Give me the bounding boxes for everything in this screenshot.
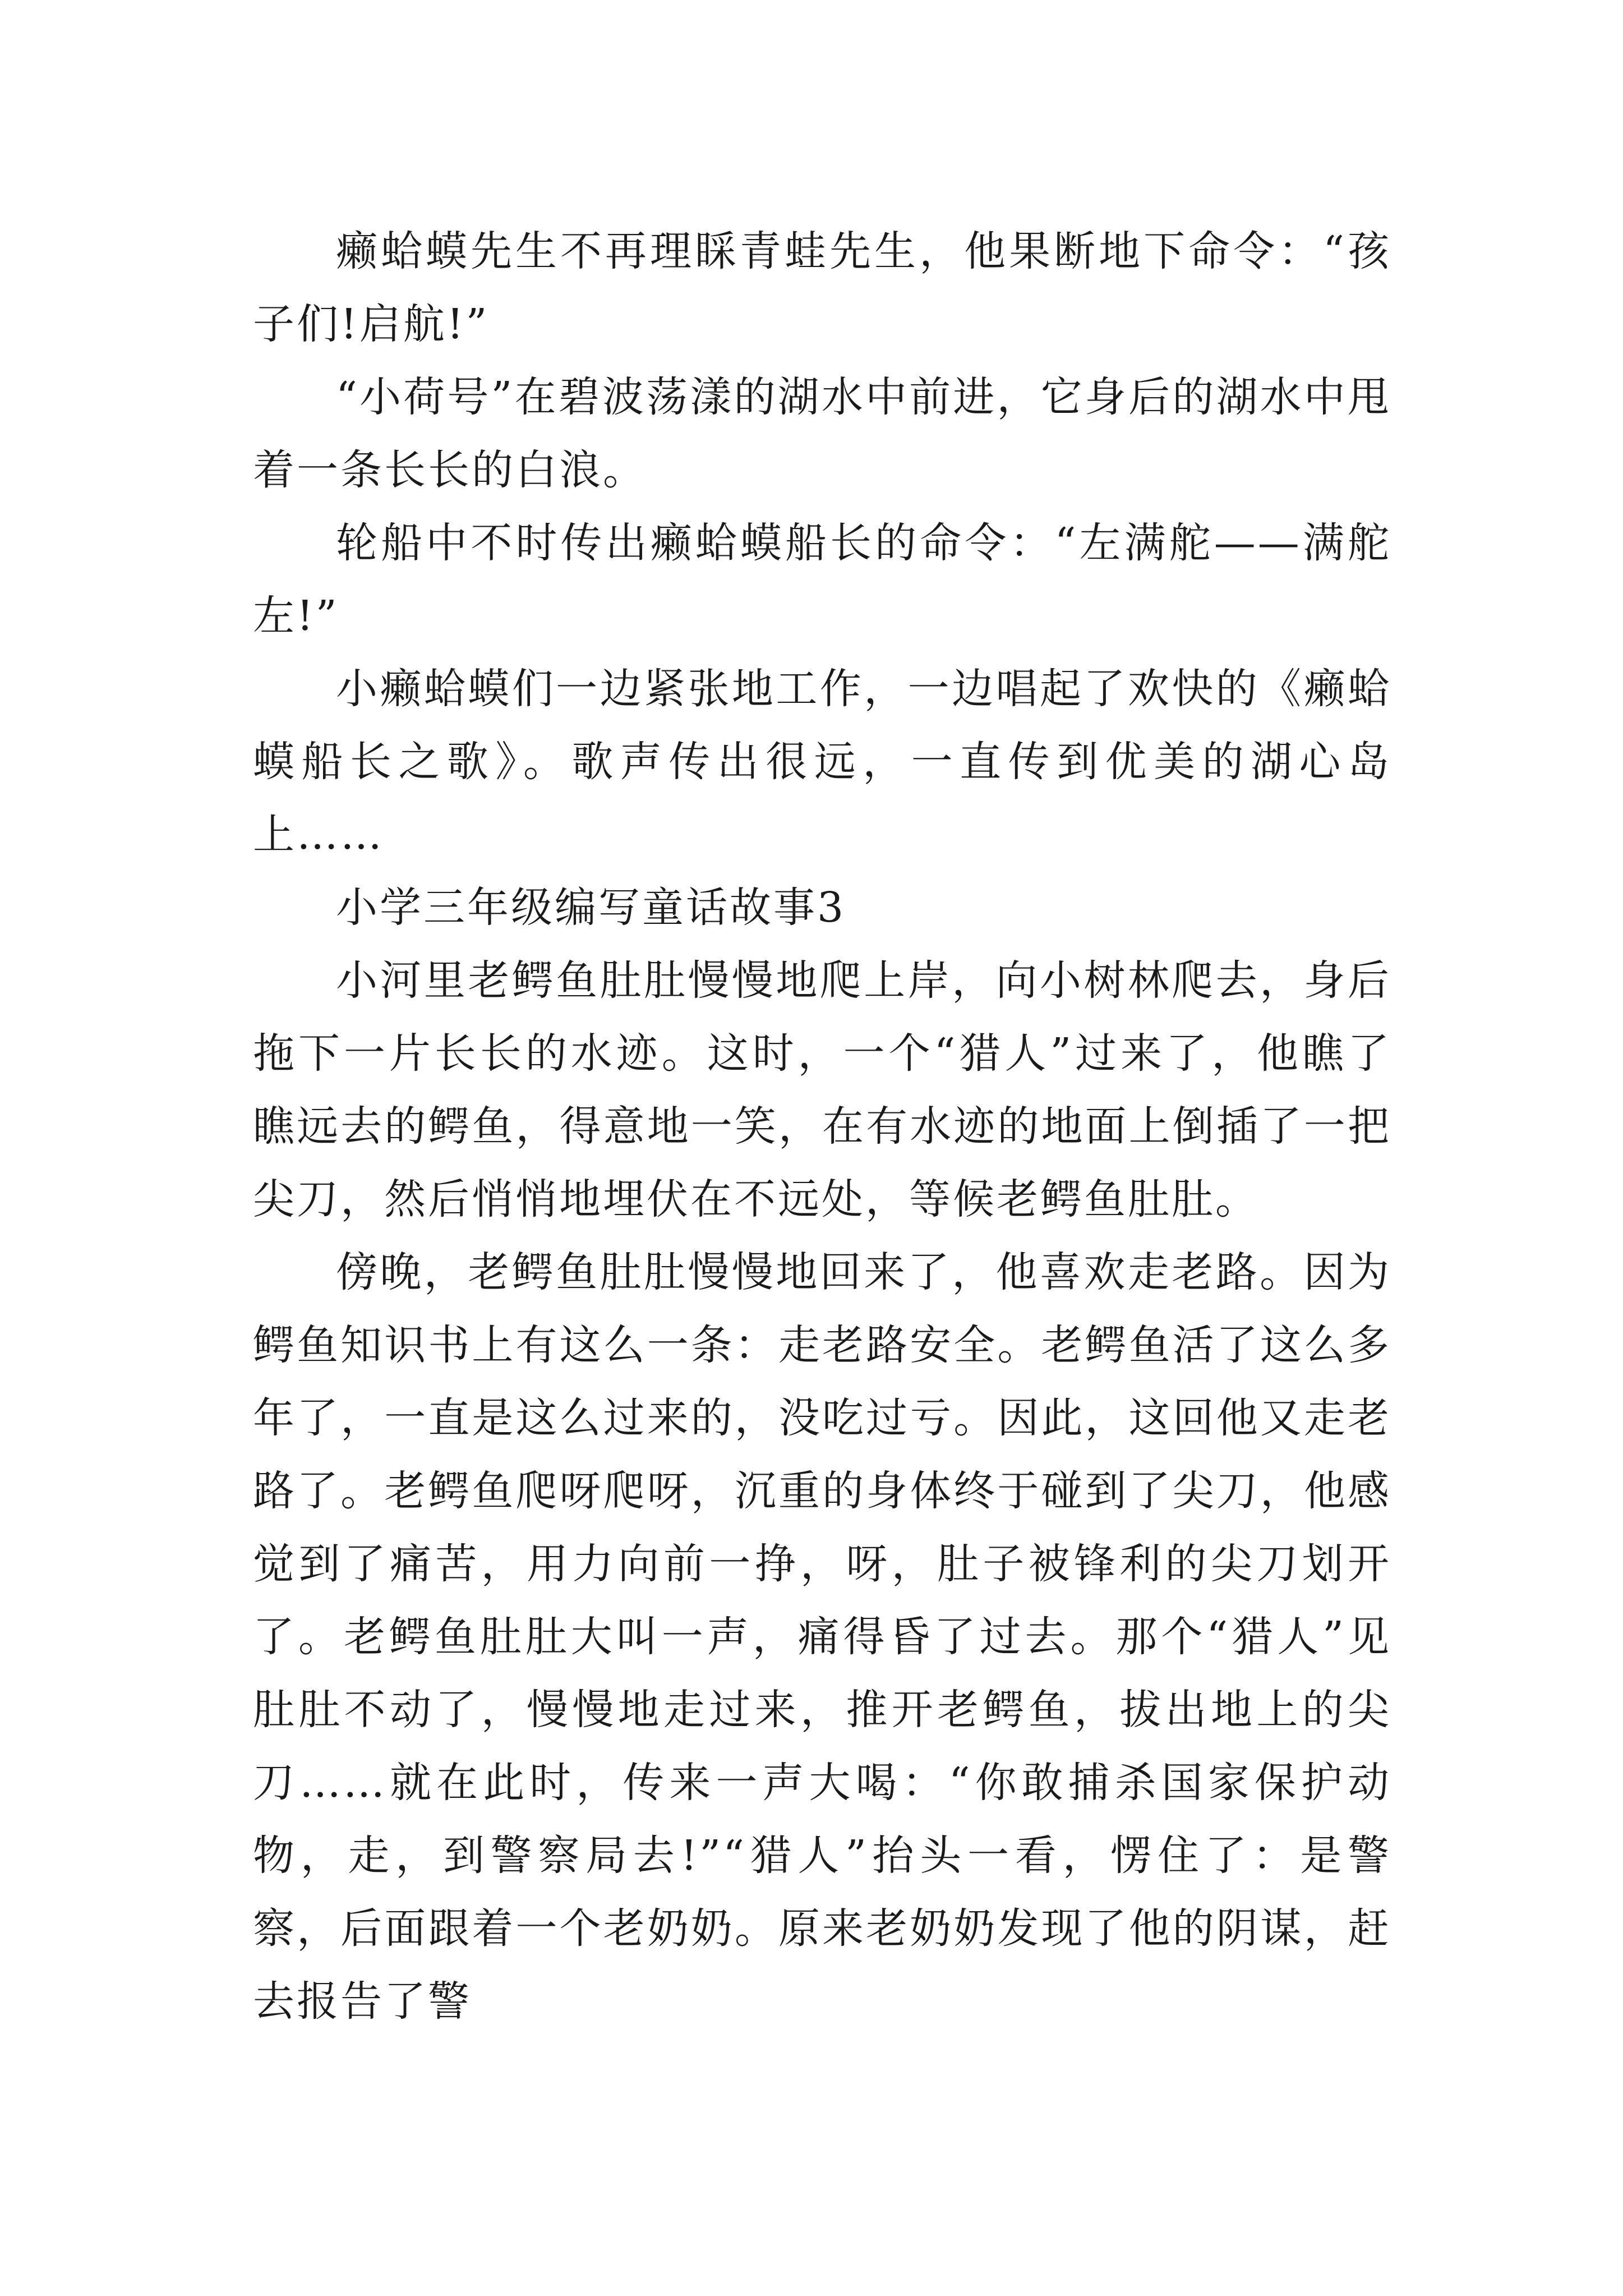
- section-heading: 小学三年级编写童话故事3: [336, 884, 846, 932]
- paragraph: 傍晚，老鳄鱼肚肚慢慢地回来了，他喜欢走老路。因为鳄鱼知识书上有这么一条：走老路安全。老鳄鱼活了这么多年了，一直是这么过来的，没吃过亏。因此，这回他又走老路了。老鳄鱼爬呀爬呀，沉重的身体终于碰到了尖刀，他感觉到了痛苦，用力向前一挣，呀，肚子被锋利的尖刀划开了。老鳄鱼肚肚大叫一声，痛得昏了过去。那个“猎人”见肚肚不动了，慢慢地走过来，推开老鳄鱼，拔出地上的尖刀……就在此时，传来一声大喝：“你敢捕杀国家保护动物，走，到警察局去!”“猎人”抬头一看，愣住了：是警察，后面跟着一个老奶奶。原来老奶奶发现了他的阴谋，赶去报告了警: [253, 1248, 1391, 2026]
- paragraph: 轮船中不时传出癞蛤蟆船长的命令：“左满舵——满舵左!”: [253, 519, 1391, 640]
- paragraph: 小河里老鳄鱼肚肚慢慢地爬上岸，向小树林爬去，身后拖下一片长长的水迹。这时，一个“猎人”过来了，他瞧了瞧远去的鳄鱼，得意地一笑，在有水迹的地面上倒插了一把尖刀，然后悄悄地埋伏在不远处，等候老鳄鱼肚肚。: [253, 956, 1391, 1223]
- paragraph: 小癞蛤蟆们一边紧张地工作，一边唱起了欢快的《癞蛤蟆船长之歌》。歌声传出很远，一直传到优美的湖心岛上……: [253, 665, 1391, 859]
- document-body: [253, 215, 1391, 2038]
- paragraph: 癞蛤蟆先生不再理睬青蛙先生，他果断地下命令：“孩子们!启航!”: [253, 227, 1391, 348]
- paragraph: “小荷号”在碧波荡漾的湖水中前进，它身后的湖水中甩着一条长长的白浪。: [253, 373, 1391, 494]
